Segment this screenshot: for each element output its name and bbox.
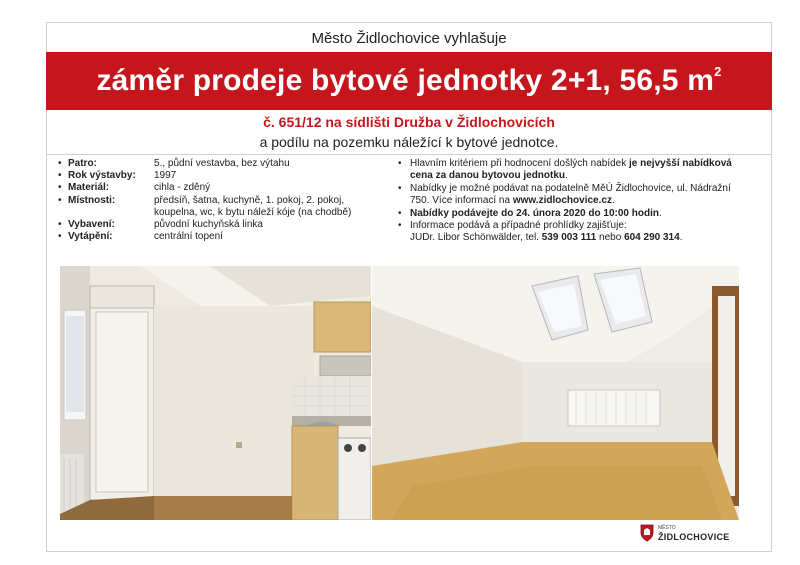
spec-key: Vybavení: [68, 219, 115, 231]
spec-value: původní kuchyňská linka [154, 219, 263, 231]
bullet-icon: • [398, 207, 402, 219]
spec-key: Místnosti: [68, 194, 116, 206]
info-item: • Hlavním kritériem při hodnocení došlých nabídek je nejvyšší nabídková cena za danou bytovou jednotku. [398, 158, 732, 182]
bullet-icon: • [58, 182, 62, 194]
bullet-icon: • [398, 158, 402, 169]
city-logo [640, 524, 730, 542]
bullet-icon: • [58, 170, 62, 182]
specs-list [58, 158, 398, 243]
spec-row [58, 195, 398, 207]
spec-value: centrální topení [154, 231, 223, 243]
info-list [398, 158, 743, 245]
title-banner [46, 52, 772, 110]
bullet-icon: • [398, 182, 402, 194]
info-item: • Nabídky je možné podávat na podatelně MěÚ Židlochovice, ul. Nádražní 750. Více informací na www.zidlochovice.cz. [398, 182, 731, 207]
bullet-icon: • [398, 220, 402, 232]
title-text: záměr prodeje bytové jednotky 2+1, 56,5 m [96, 64, 715, 97]
website-link[interactable]: www.zidlochovice.cz [512, 195, 612, 207]
spec-row [58, 158, 398, 170]
bullet-icon: • [58, 158, 62, 169]
deadline-text: Nabídky podávejte do 24. února 2020 do 10:00 hodin [410, 207, 659, 219]
coat-of-arms-icon [640, 524, 654, 542]
contact-line: JUDr. Libor Schönwälder, tel. 539 003 111 nebo 604 290 314. [410, 232, 683, 244]
phone-2: 604 290 314 [624, 232, 680, 244]
spec-row [58, 170, 398, 182]
address-subtitle: č. 651/12 na sídlišti Družba v Židlochovicích [263, 114, 555, 130]
issuer-line: Město Židlochovice vyhlašuje [311, 30, 507, 47]
spec-key: Rok výstavby: [68, 170, 136, 182]
bullet-icon: • [58, 194, 62, 206]
kitchen-image [60, 266, 371, 520]
info-item: • Nabídky podávejte do 24. února 2020 do 10:00 hodin. [398, 207, 662, 219]
room-image [372, 266, 739, 520]
spec-value: cihla - zděný [154, 182, 211, 194]
divider [46, 154, 772, 155]
land-subtitle: a podílu na pozemku náležící k bytové jednotce. [259, 134, 559, 150]
spec-key [68, 207, 154, 219]
kitchen-photo [60, 266, 371, 520]
title-superscript: 2 [714, 64, 722, 79]
spec-row [58, 182, 398, 194]
spec-row [58, 231, 398, 243]
phone-1: 539 003 111 [541, 232, 597, 244]
spec-key: Materiál: [68, 182, 110, 194]
spec-value: koupelna, wc, k bytu náleží kóje (na chodbě) [154, 206, 352, 218]
bullet-icon: • [58, 219, 62, 231]
room-photo [372, 266, 739, 520]
info-item: • Informace podává a případné prohlídky zajišťuje: [398, 220, 627, 232]
spec-key: Vytápění: [68, 231, 113, 243]
spec-key: Patro: [68, 158, 97, 169]
spec-value: předsíň, šatna, kuchyně, 1. pokoj, 2. pokoj, [154, 194, 345, 206]
spec-value: 5., půdní vestavba, bez výtahu [154, 158, 290, 169]
logo-text: MĚSTO ŽIDLOCHOVICE [658, 525, 730, 542]
spec-value: 1997 [154, 170, 177, 182]
spec-row [58, 219, 398, 231]
spec-row [58, 207, 398, 219]
bullet-icon: • [58, 231, 62, 243]
